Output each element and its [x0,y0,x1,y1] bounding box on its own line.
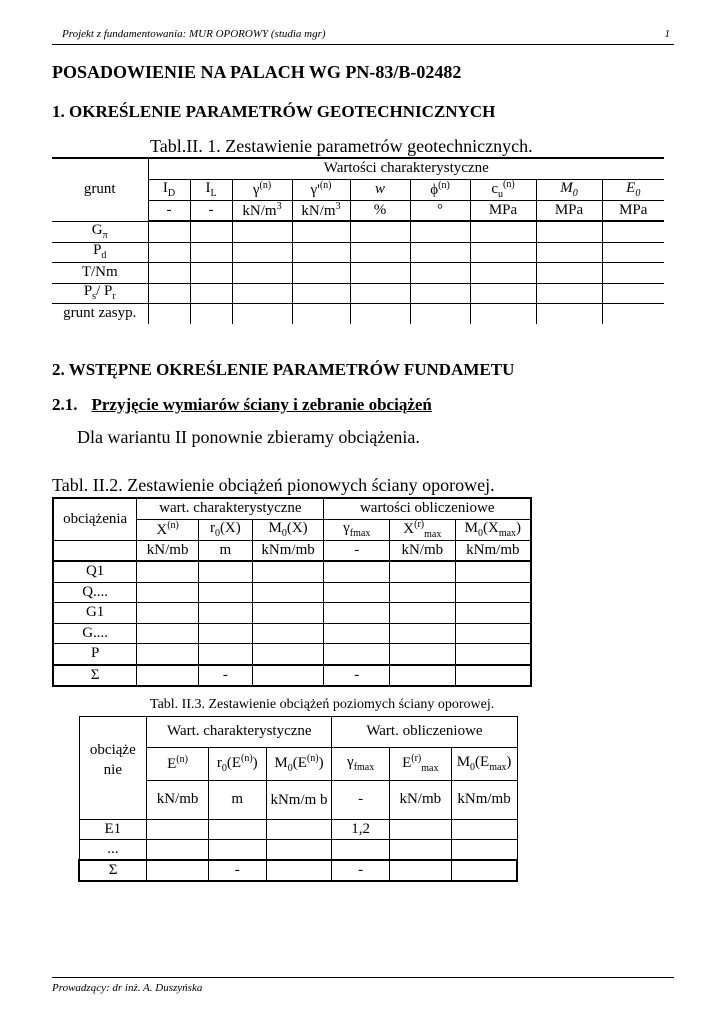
loads-header: obciąże nie [79,717,147,781]
char-group-header: wart. charakterystyczne [137,498,324,519]
row-label: G1 [53,603,137,624]
col-M0X: $M_0(X)$ [252,519,324,540]
table-row [52,304,664,324]
footer-divider [52,977,674,978]
table-row [53,623,531,644]
sum-row [79,860,517,881]
row-label: E1 [79,819,147,839]
unit-cell: - [190,200,232,221]
col-M0Emax: $M_0(E_{max})$ [451,747,517,780]
unit-cell: MPa [536,200,602,221]
col-IL: $I_L$ [190,179,232,200]
paragraph: Dla wariantu II ponownie zbieramy obciążenia. [77,427,420,447]
unit-cell: kNm/mb [455,540,531,561]
table-row [79,839,517,860]
page-header: Projekt z fundamentowania: MUR OPOROWY (studia mgr) [62,28,326,40]
col-E0: $E_0$ [602,179,664,200]
loads-header: obciążenia [53,498,137,540]
design-group-header: wartości obliczeniowe [324,498,531,519]
row-label: Σ [53,665,137,687]
col-M0Xmax: $M_0(X_{max})$ [455,519,531,540]
unit-cell: kNm/m b [266,780,332,819]
table-3-caption: Tabl. II.3. Zestawienie obciążeń poziomych ściany oporowej. [150,697,495,712]
row-label: ... [79,839,147,860]
unit-cell: - [148,200,190,221]
table-row [52,263,664,284]
table-row [53,582,531,603]
col-gamma-fmax: $\gamma_{fmax}$ [332,747,390,780]
table-2-caption: Tabl. II.2. Zestawienie obciążeń pionowych ściany oporowej. [52,475,495,495]
row-label: P [53,644,137,665]
unit-cell: - [324,540,390,561]
unit-cell: - [332,780,390,819]
unit-cell: kN/mb [137,540,199,561]
unit-cell: $kN/m^3$ [232,200,292,221]
table-row [79,819,517,839]
col-M0: $M_0$ [536,179,602,200]
table-row [52,283,664,304]
col-X: $X^{(n)}$ [137,519,199,540]
table-row [53,603,531,624]
unit-cell: m [199,540,253,561]
row-label: Σ [79,860,147,881]
grunt-header: grunt [52,158,148,221]
unit-cell: kN/mb [147,780,209,819]
col-gamma-fmax: $\gamma_{fmax}$ [324,519,390,540]
row-label: G.... [53,623,137,644]
section-1-heading: 1. OKREŚLENIE PARAMETRÓW GEOTECHNICZNYCH [52,102,496,121]
unit-cell: kNm/mb [451,780,517,819]
unit-cell: MPa [602,200,664,221]
sum-row [53,665,531,687]
col-ID: $I_D$ [148,179,190,200]
unit-cell: MPa [470,200,536,221]
col-r0: $r_0(X)$ [199,519,253,540]
table-row [53,561,531,582]
vertical-loads-table [52,497,532,687]
section-2-1-heading: 2.1. Przyjęcie wymiarów ściany i zebranie obciążeń [52,395,432,414]
col-cu: $c_u^{(n)}$ [470,179,536,200]
design-group-header: Wart. obliczeniowe [332,717,517,748]
char-values-header: Wartości charakterystyczne [148,158,664,179]
page-number: 1 [664,28,670,40]
table-row [52,242,664,263]
unit-cell: ° [410,200,470,221]
dash-cell: - [208,860,266,881]
row-label: Q.... [53,582,137,603]
document-title: POSADOWIENIE NA PALACH WG PN-83/B-02482 [52,62,462,82]
table-1-caption: Tabl.II. 1. Zestawienie parametrów geotechnicznych. [150,136,533,156]
row-label: $P_d$ [52,242,148,263]
unit-cell: kN/mb [389,540,455,561]
col-r0E: $r_0(E^{(n)})$ [208,747,266,780]
col-Er: $E^{(r)}_{max}$ [389,747,451,780]
unit-cell: % [350,200,410,221]
col-gamma: $\gamma^{(n)}$ [232,179,292,200]
row-label: Q1 [53,561,137,582]
col-gamma-prime: $\gamma'^{(n)}$ [292,179,350,200]
row-label: $G_\pi$ [52,221,148,242]
col-w: w [350,179,410,200]
row-label: $P_s/$ $P_r$ [52,283,148,304]
dash-cell: - [324,665,390,687]
col-Xr: $X^{(r)}_{max}$ [389,519,455,540]
unit-cell: m [208,780,266,819]
row-label: T/Nm [52,263,148,284]
col-M0E: $M_0(E^{(n)})$ [266,747,332,780]
dash-cell: - [199,665,253,687]
dash-cell: - [332,860,390,881]
unit-cell: kNm/mb [252,540,324,561]
page-footer: Prowadzący: dr inż. A. Duszyńska [52,982,203,994]
header-divider [52,44,674,45]
char-group-header: Wart. charakterystyczne [147,717,332,748]
horizontal-loads-table [78,716,518,882]
row-label: grunt zasyp. [52,304,148,324]
col-E: $E^{(n)}$ [147,747,209,780]
value-cell: 1,2 [332,819,390,839]
col-phi: $\phi^{(n)}$ [410,179,470,200]
geotech-parameters-table [52,157,664,324]
unit-cell: kN/mb [389,780,451,819]
table-row [52,221,664,242]
unit-cell: $kN/m^3$ [292,200,350,221]
section-2-heading: 2. WSTĘPNE OKREŚLENIE PARAMETRÓW FUNDAMETU [52,360,515,379]
table-row [53,644,531,665]
